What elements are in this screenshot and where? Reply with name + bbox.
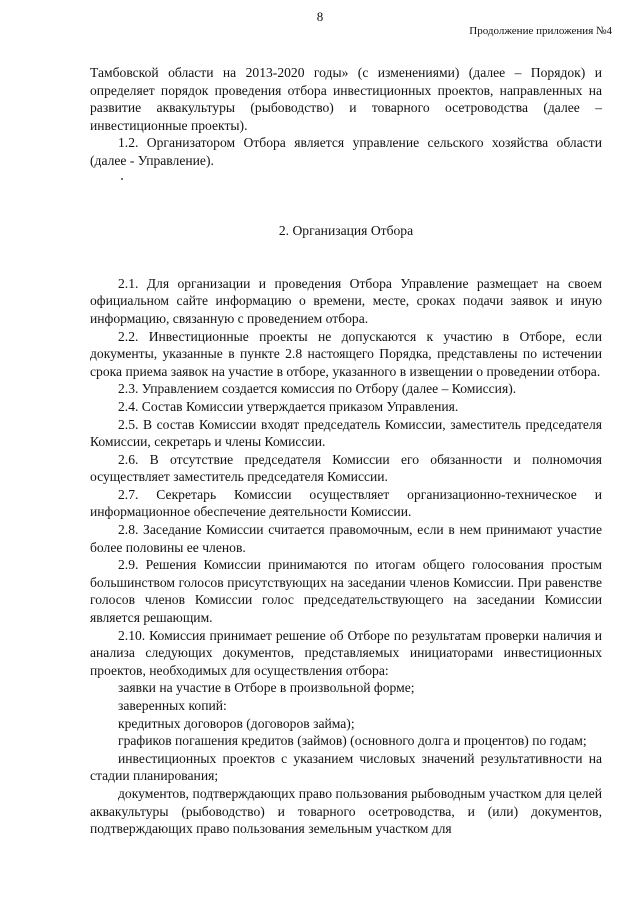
paragraph-2-8: 2.8. Заседание Комиссии считается правомочным, если в нем принимают участие более половины ее членов. xyxy=(90,522,602,555)
paragraph-2-6: 2.6. В отсутствие председателя Комиссии его обязанности и полномочия осуществляет заместитель председателя Комиссии. xyxy=(90,451,602,485)
paragraph-2-1: 2.1. Для организации и проведения Отбора Управление размещает на своем официальном сайте информацию о времени, месте, сроках подачи заявок и иную информацию, связанную с проведением отбора. xyxy=(90,275,602,326)
list-item: заверенных копий: xyxy=(118,698,227,713)
list-item: инвестиционных проектов с указанием числовых значений результативности на стадии планирования; xyxy=(90,750,602,784)
list-item: графиков погашения кредитов (займов) (основного долга и процентов) по годам; xyxy=(118,733,587,749)
list-item: заявки на участие в Отборе в произвольной форме; xyxy=(118,680,415,696)
paragraph-2-2: 2.2. Инвестиционные проекты не допускаются к участию в Отборе, если документы, указанные в пункте 2.8 настоящего Порядка, представлены по истечении срока приема заявок на участие в отборе, указанного в извещении о проведении отбора. xyxy=(90,328,602,379)
list-item: документов, подтверждающих право пользования рыбоводным участком для целей аквакультуры (рыбоводство) и товарного осетроводства, и (или) документов, подтверждающих право пользования земельным участком для xyxy=(90,785,602,837)
annex-continuation-note: Продолжение приложения №4 xyxy=(469,25,612,37)
paragraph-2-3: 2.3. Управлением создается комиссия по Отбору (далее – Комиссия). xyxy=(118,381,517,397)
paragraph-2-7: 2.7. Секретарь Комиссии осуществляет организационно-техническое и информационное обеспечение деятельности Комиссии. xyxy=(90,486,602,520)
paragraph-1-2: 1.2. Организатором Отбора является управление сельского хозяйства области (далее - Управление). xyxy=(90,135,602,168)
page-number: 8 xyxy=(316,9,324,24)
document-body xyxy=(90,64,602,838)
spacer xyxy=(90,170,602,205)
section-heading: 2. Организация Отбора xyxy=(278,223,414,239)
paragraph-2-9: 2.9. Решения Комиссии принимаются по итогам общего голосования простым большинством голосов присутствующих на заседании членов Комиссии. При равенстве голосов членов Комиссии голос председательствующего на заседании Комиссии является решающим. xyxy=(90,557,602,626)
spacer xyxy=(90,205,602,223)
paragraph-intro: Тамбовской области на 2013-2020 годы» (с изменениями) (далее – Порядок) и определяет порядок проведения отбора инвестиционных проектов, направленных на развитие аквакультуры (рыбоводство) и товарного осетроводства (далее – инвестиционные проекты). xyxy=(90,65,602,133)
spacer xyxy=(90,240,602,275)
paragraph-2-4: 2.4. Состав Комиссии утверждается приказом Управления. xyxy=(118,398,459,414)
paragraph-2-5: 2.5. В состав Комиссии входят председатель Комиссии, заместитель председателя Комиссии, секретарь и члены Комиссии. xyxy=(90,416,602,450)
paragraph-2-10: 2.10. Комиссия принимает решение об Отборе по результатам проверки наличия и анализа следующих документов, представляемых инициаторами инвестиционных проектов, необходимых для осуществления отбора: xyxy=(90,627,602,678)
list-item: кредитных договоров (договоров займа); xyxy=(118,715,355,731)
